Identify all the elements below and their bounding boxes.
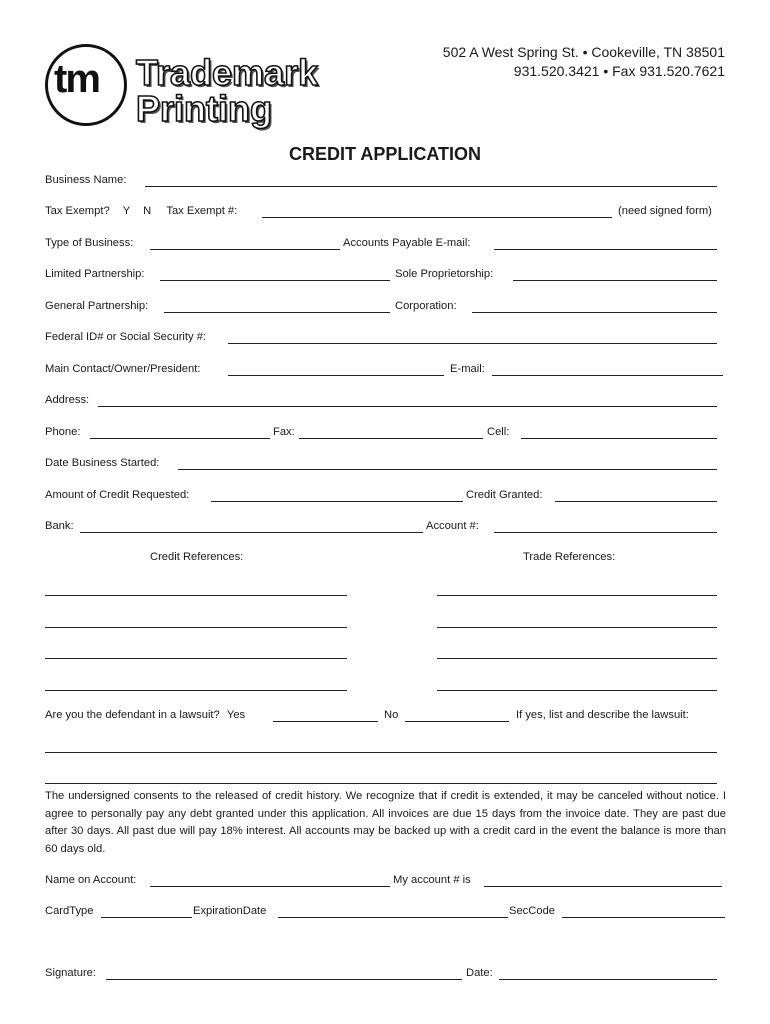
email-field[interactable]: [492, 375, 723, 376]
lawsuit-description-line[interactable]: [45, 752, 717, 753]
corporation-label: Corporation:: [395, 300, 457, 312]
lawsuit-question: Are you the defendant in a lawsuit?: [45, 709, 220, 721]
lawsuit-description-line[interactable]: [45, 783, 717, 784]
my-account-label: My account # is: [393, 874, 471, 886]
trade-reference-line[interactable]: [437, 658, 717, 659]
accounts-payable-label: Accounts Payable E-mail:: [343, 237, 471, 249]
credit-reference-line[interactable]: [45, 690, 347, 691]
main-contact-field[interactable]: [228, 375, 444, 376]
trade-reference-line[interactable]: [437, 627, 717, 628]
my-account-field[interactable]: [484, 886, 722, 887]
cell-field[interactable]: [521, 438, 717, 439]
credit-granted-label: Credit Granted:: [466, 489, 543, 501]
credit-references-heading: Credit References:: [150, 551, 244, 563]
limited-partnership-field[interactable]: [160, 280, 390, 281]
date-started-field[interactable]: [178, 469, 717, 470]
tax-exempt-number-field[interactable]: [262, 217, 612, 218]
logo-word-trademark: Trademark: [136, 52, 319, 93]
sec-code-field[interactable]: [562, 917, 725, 918]
phone-label: Phone:: [45, 426, 81, 438]
logo-initials: tm: [54, 57, 99, 101]
bank-label: Bank:: [45, 520, 74, 532]
form-title: CREDIT APPLICATION: [289, 144, 481, 164]
main-contact-label: Main Contact/Owner/President:: [45, 363, 201, 375]
credit-requested-label: Amount of Credit Requested:: [45, 489, 190, 501]
credit-requested-field[interactable]: [211, 501, 463, 502]
trade-references-heading: Trade References:: [523, 551, 616, 563]
date-field[interactable]: [499, 979, 717, 980]
general-partnership-field[interactable]: [164, 312, 390, 313]
signature-field[interactable]: [106, 979, 462, 980]
tax-exempt-label: Tax Exempt?: [45, 205, 110, 217]
account-number-label: Account #:: [426, 520, 479, 532]
limited-partnership-label: Limited Partnership:: [45, 268, 145, 280]
email-label: E-mail:: [450, 363, 485, 375]
type-of-business-label: Type of Business:: [45, 237, 134, 249]
date-started-label: Date Business Started:: [45, 457, 160, 469]
consent-paragraph: The undersigned consents to the released of credit history. We recognize that if credit is extended, it may be canceled without notice. I agree to personally pay any debt granted under this application. All invoices are due 15 days from the invoice date. They are past due after 30 days. All past due will pay 18% interest. All accounts may be backed up with a credit card in the event the balance is more than 60 days old.: [45, 790, 726, 855]
cell-label: Cell:: [487, 426, 510, 438]
need-signed-form-note: (need signed form): [618, 205, 712, 217]
corporation-field[interactable]: [472, 312, 717, 313]
address-label: Address:: [45, 394, 90, 406]
fax-field[interactable]: [299, 438, 483, 439]
lawsuit-no-label: No: [384, 709, 399, 721]
signature-label: Signature:: [45, 967, 96, 979]
tax-exempt-number-label: Tax Exempt #:: [166, 205, 238, 217]
company-address: 502 A West Spring St. • Cookeville, TN 38501: [442, 44, 725, 60]
card-type-label: CardType: [45, 905, 94, 917]
account-number-field[interactable]: [494, 532, 717, 533]
name-on-account-field[interactable]: [150, 886, 390, 887]
lawsuit-describe-label: If yes, list and describe the lawsuit:: [516, 709, 689, 721]
federal-id-label: Federal ID# or Social Security #:: [45, 331, 207, 343]
bank-field[interactable]: [80, 532, 423, 533]
expiration-date-field[interactable]: [278, 917, 508, 918]
fax-label: Fax:: [273, 426, 295, 438]
tax-exempt-yes-option[interactable]: Y: [122, 205, 131, 217]
sole-proprietorship-field[interactable]: [513, 280, 717, 281]
expiration-date-label: ExpirationDate: [193, 905, 267, 917]
credit-reference-line[interactable]: [45, 595, 347, 596]
sole-proprietorship-label: Sole Proprietorship:: [395, 268, 494, 280]
date-label: Date:: [466, 967, 493, 979]
business-name-field[interactable]: [145, 186, 717, 187]
credit-reference-line[interactable]: [45, 627, 347, 628]
lawsuit-yes-label: Yes: [226, 709, 246, 721]
phone-field[interactable]: [90, 438, 270, 439]
business-name-label: Business Name:: [45, 174, 127, 186]
card-type-field[interactable]: [101, 917, 192, 918]
credit-reference-line[interactable]: [45, 658, 347, 659]
tax-exempt-no-option[interactable]: N: [143, 205, 152, 217]
general-partnership-label: General Partnership:: [45, 300, 149, 312]
logo-word-printing: Printing: [136, 88, 272, 129]
trade-reference-line[interactable]: [437, 595, 717, 596]
trade-reference-line[interactable]: [437, 690, 717, 691]
accounts-payable-email-field[interactable]: [494, 249, 717, 250]
sec-code-label: SecCode: [509, 905, 556, 917]
address-field[interactable]: [98, 406, 717, 407]
type-of-business-field[interactable]: [150, 249, 340, 250]
federal-id-field[interactable]: [228, 343, 717, 344]
name-on-account-label: Name on Account:: [45, 874, 137, 886]
lawsuit-yes-field[interactable]: [273, 721, 378, 722]
lawsuit-no-field[interactable]: [405, 721, 509, 722]
company-phone: 931.520.3421 • Fax 931.520.7621: [513, 63, 725, 79]
credit-granted-field[interactable]: [555, 501, 717, 502]
